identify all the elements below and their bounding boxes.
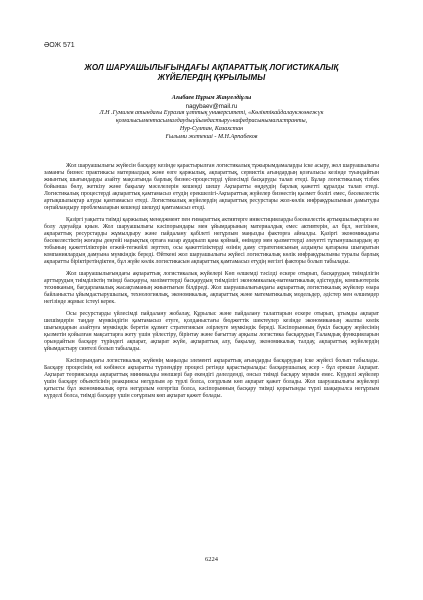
author-block xyxy=(50,95,373,141)
body-paragraph: Жол шаруашылығы жүйесін басқару кезінде қарастырылған логистикалық тұжырымдамаларды іске асыру, жол шаруашылығы заманғы бизнес практикасы материалдық және өзге қаржылық, ақпараттық, сервистік ағындардың қозғалысы кезінде туындайтын жиынтық шығындарды азайту мақсатында барлық бизнес-процестерді үйлесімді басқаруды талап етеді. Бұлар логистикалық тізбек бойынша бөлу, жеткізу және бақылау мәселелерін кешенді шешу Ақпаратты өңдеудің барлық қажетті құралды талап етеді. Логистикалық процестерді ақпараттық қамтамасыз етудің ерекшелігі-Ақпараттық жүйелер бизнестің қызмет болігі емес, бәсекелестік артықшылықтар алуды қамтамасыз етеді. Логистикалық жүйелердің ақпараттық ресурстары жол-көлік инфрақұрылымын дамытуды оңтайландыру проблемаларын кешенді шешуді қамтамасыз етеді. xyxy=(44,163,379,212)
affiliation-line: қозғалысыментасымалдаудыұйымдастыру»кафедрасынымагистранты, xyxy=(115,118,308,125)
author-name: Ағыбаев Нұрым Жаңгелдіұлы xyxy=(171,95,252,101)
affiliation-line: Л.Н .Гумилев атындағы Еуразия ұлттық университеті, «Көліктікайдалаукжөнежүк xyxy=(99,110,324,117)
udc-code: ӘОЖ 571 xyxy=(44,42,75,49)
author-email: nagybaev@mail.ru xyxy=(185,102,238,110)
page-number: 6224 xyxy=(205,556,218,563)
body-paragraph: Қазіргі уақытта тиімді қаржылық менеджмент пен ғимараттық активтерге инвестицияларды бәсекелестік артықшылықтарға не болу лдеуайда қиын. Жол шаруашылығы кәсіпорындары мен ұйымдарының материалдық емес активтерін, ал бұл, негізінен, ақпараттық ресурстарды жұмылдыру және пайдалану қабілеті негұрлым маңызды факторға айналды. Қазіргі экономикадағы бәсекелестіктің жоғары деңгейі нарықтық ортаға назар аударылп қана қоймай, өнімдер мен қызметтерді әлеуетті тұтынушылардың әр тобының қажеттіліктерін егжей-тегжейлі зерттеп, осы қажеттіліктерді өзінің даму стратегиясының алдыңғы қатарына шығаратын компаниялардың дамуына мүмкіндік береді. Өйткені жол шаруашылығы жүйесі логистикалық көлік инфрақұрылымы туралы барлық ақпаратты біріктіретіндіктен, бұл жүйе көлік логистикасын ақпараттық қамтамасыз етудің негізгі факторы болып табылады. xyxy=(44,217,379,266)
supervisor: Ғылыми жетекші - М.Н.Арпабеков xyxy=(165,133,258,140)
article-body xyxy=(44,163,379,405)
title-line: ЖОЛ ШАРУАШЫЛЫҒЫНДАҒЫ АҚПАРАТТЫҚ ЛОГИСТИКАЛЫҚ xyxy=(84,63,339,72)
body-paragraph: Жол шаруашылығындағы ақпараттық логистикалық жүйелері Көп өлшемді тәсілді ескере отырып, басқарудың тиімділігін арттырудың тиімділіктің тиімді басқаруы, мәліметтерді басқарудың тиімділігі экономикалық-математикалық әдістердің, компьютерлік техниканың, бағдарламалық жасақтаманың жиынтығын білдіреді. Жол шаруашылығындағы ақпараттық логистикалық жүйелер өзара байланысты ұйымдастырушылық, технологиялық, экономикалық, ақпараттық және математикалық модельдер, әдістер мен өлшемдер негізінде жұмыс істеуі керек. xyxy=(44,271,379,306)
body-paragraph: Осы ресурстарды үйлесімді пайдалану жобалау, Құрылыс және пайдалану талаптарын ескере отырып, ұтымды ақпарат шешімдерін таңдау мүмкіндігін қамтамасыз етуге, қолданыстағы бюджеттік шектеулер кезінде экономиканың жалпы көлік шығындарын азайтуға мүмкіндік беретін құзмет стратегиясын әзірлеуге мүмкіндік береді. Кәсіпорынның бүкіл басқару жүйесінің қызметін қойылған мақсаттарға жету үшін үйлестіру, бірінтау және бағыттау арқылы логистика басқарудың Ғаламдық функцияларын орындайтын басқару түріндегі ақпарат, ақпарат жүйе, ақпараттық алу, бақылау, экономикалық талдау, ақпараттық жүйелердің ұйымдастыру синтезі болып табылады. xyxy=(44,311,379,353)
article-title xyxy=(60,63,363,83)
affiliation-line: Нур-Султан, Казахстан xyxy=(179,125,244,132)
title-line: ЖҮЙЕЛЕРДІҢ ҚҰРЫЛЫМЫ xyxy=(157,73,266,82)
body-paragraph: Кәсіпорындағы логистикалық жүйенің маңызды элементі ақпараттық ағындарды басқарудың іске жүйесі болып табылады. Басқару процесінің өзі көбінесе ақпаратты түрлендіру процесі ретінде қарастырылады: басқарушылық әсер - бұл ерекше Ақпарат. Ақпарат теориясында ақпараттық минималды мөлшері бар екендігі дәлелденді, онсыз тиімді басқару мүмкін емес. Күрделі жүйелер үшін басқару объектісінің реакциясы негұрлым әр түрлі болса, соғұрлым көп ақпарат қажет болады. Жол шаруашылығы жүйелері қатысты бұл экономикалық орта негұрлым өзгергіш болса, кәсіпорынның басқару тиімді қорытынды түрлі шақырылса негұрлым күрделі болса, тиімді басқару үшін соғұрлым көп ақпарат қажет болады. xyxy=(44,358,379,400)
